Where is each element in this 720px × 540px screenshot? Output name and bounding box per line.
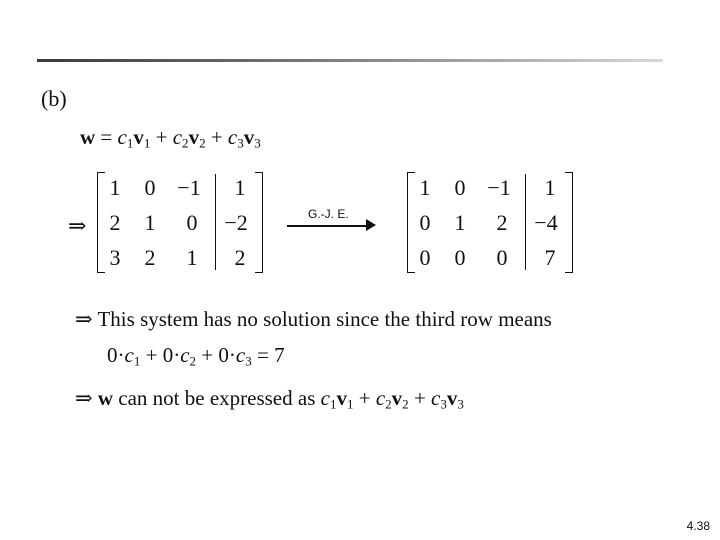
matrix-cell: −1: [487, 175, 511, 200]
right-bracket: [255, 172, 263, 273]
implies-symbol: ⇒: [68, 213, 87, 238]
matrix-cell: 0: [496, 245, 508, 270]
no-solution-text: This system has no solution since the third row means: [97, 307, 552, 331]
matrix-cell: 1: [186, 245, 198, 270]
linear-combination-equation: $w = c_1v_1 + c_2v_2 + c_3v_3$: [80, 125, 261, 151]
matrix-cell: 1: [234, 175, 246, 200]
matrix-cell: 1: [109, 175, 121, 200]
matrix-cell: 0: [419, 245, 431, 270]
matrix-cell: 0: [186, 210, 198, 235]
augmented-matrix-before: [97, 172, 267, 274]
conclusion-line-not-expressible: ⇒ w can not be expressed as $c_1v_1 + c_2v_2 + c_3v_3$: [75, 386, 464, 412]
transform-arrow-head: [366, 219, 376, 231]
matrix-cell: 1: [544, 175, 556, 200]
right-bracket: [565, 172, 573, 273]
conclusion-line-no-solution: [75, 307, 552, 332]
implies-symbol: ⇒: [75, 386, 93, 410]
part-label: (b): [41, 86, 67, 111]
inconsistent-equation: $0\cdot c_1 + 0\cdot c_2 + 0\cdot c_3 = 7$: [107, 343, 285, 369]
matrix-cell: 0: [419, 210, 431, 235]
augment-bar: [525, 174, 526, 270]
augment-bar: [215, 174, 216, 270]
title-rule: [37, 59, 663, 62]
matrix-cell: 3: [109, 245, 121, 270]
matrix-cell: 2: [496, 210, 508, 235]
matrix-cell: 1: [144, 210, 156, 235]
matrix-cell: 1: [419, 175, 431, 200]
matrix-cell: −2: [224, 210, 248, 235]
transform-arrow: [287, 225, 371, 227]
matrix-cell: 2: [109, 210, 121, 235]
matrix-cell: 0: [454, 245, 466, 270]
matrix-cell: 0: [454, 175, 466, 200]
page-number: 4.38: [686, 519, 710, 533]
implies-symbol: ⇒: [75, 307, 93, 331]
matrix-cell: 1: [454, 210, 466, 235]
augmented-matrix-after: [407, 172, 577, 274]
matrix-cell: 2: [144, 245, 156, 270]
matrix-cell: 7: [544, 245, 556, 270]
matrix-cell: −1: [177, 175, 201, 200]
matrix-cell: −4: [534, 210, 558, 235]
matrix-cell: 2: [234, 245, 246, 270]
matrix-cell: 0: [144, 175, 156, 200]
gauss-jordan-label: G.-J. E.: [308, 207, 349, 221]
